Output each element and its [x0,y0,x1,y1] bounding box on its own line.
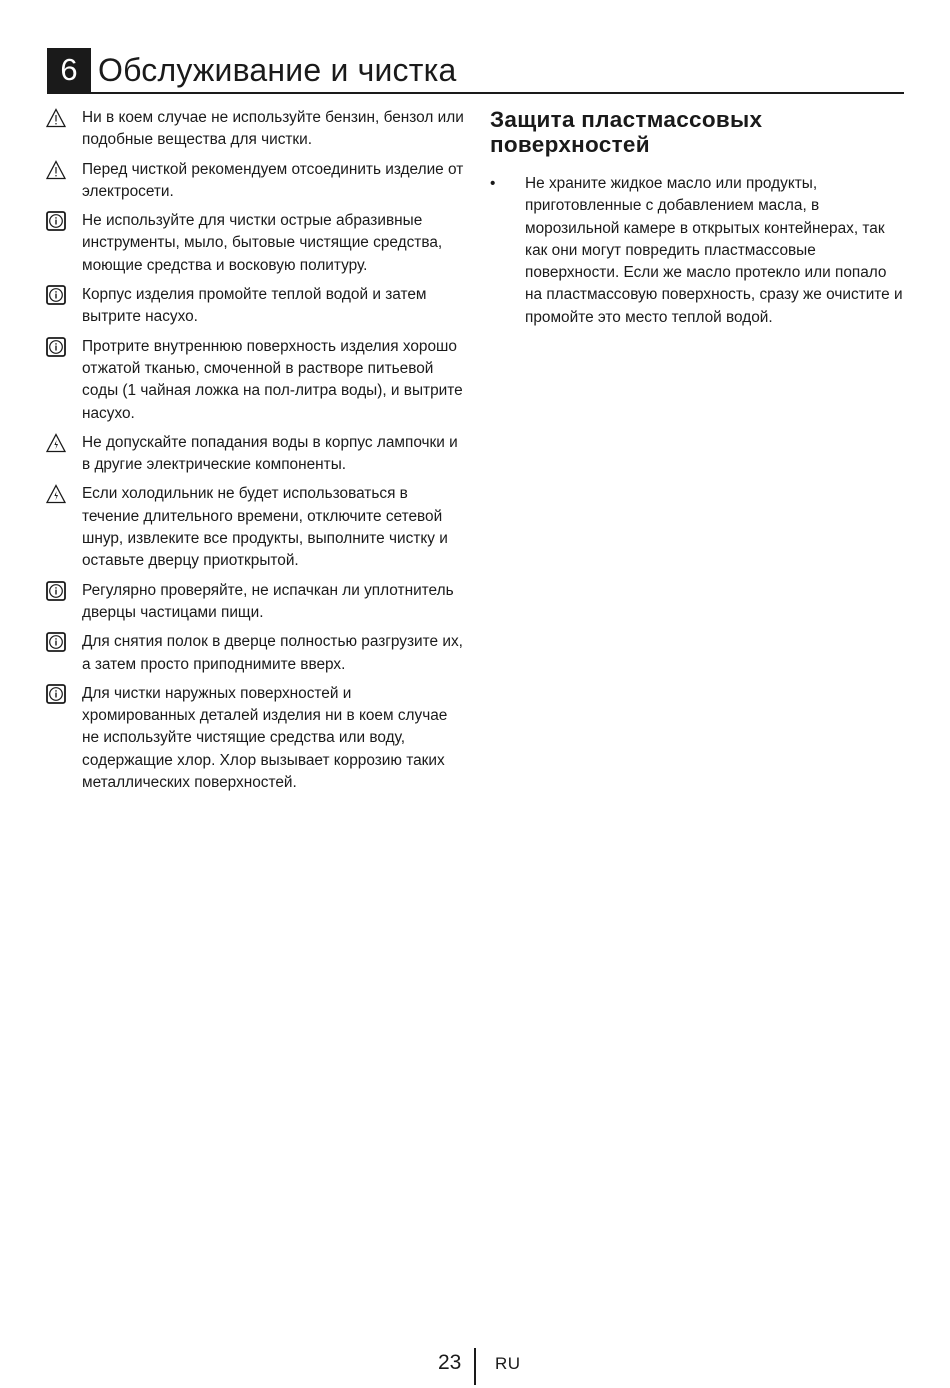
language-label: RU [495,1354,521,1373]
header-rule [47,92,904,94]
instruction-item [46,159,466,204]
instruction-text: Не допускайте попадания воды в корпус лампочки и в другие электрические компоненты. [82,433,458,474]
plastic-protection-section [489,107,904,329]
bullet-list [489,173,904,329]
instruction-item [46,210,466,277]
chapter-title: Обслуживание и чистка [98,52,457,88]
electric-warning-icon [46,484,66,504]
info-icon [46,581,66,601]
instruction-text: Протрите внутреннюю поверхность изделия хорошо отжатой тканью, смоченной в растворе питьевой соды (1 чайная ложка на пол-литра воды), и вытрите насухо. [82,337,463,422]
bullet-item [489,173,904,329]
instruction-item [46,284,466,329]
info-icon [46,285,66,305]
instruction-text: Корпус изделия промойте теплой водой и затем вытрите насухо. [82,286,427,326]
warning-icon [46,160,66,180]
page-footer [0,1348,950,1388]
instruction-text: Перед чисткой рекомендуем отсоединить изделие от электросети. [82,160,464,200]
instruction-item [46,580,466,625]
page-number: 23 [438,1351,462,1374]
instruction-item [46,483,466,572]
info-icon [46,632,66,652]
footer-divider [474,1348,476,1385]
electric-warning-icon [46,433,66,453]
chapter-header [47,48,904,94]
instruction-text: Ни в коем случае не используйте бензин, бензол или подобные вещества для чистки. [82,109,464,149]
instruction-text: Регулярно проверяйте, не испачкан ли уплотнитель дверцы частицами пищи. [82,581,454,621]
instruction-item [46,336,466,425]
info-icon [46,211,66,231]
instruction-text: Для снятия полок в дверце полностью разгрузите их, а затем просто приподнимите вверх. [82,633,463,673]
instruction-item [46,631,466,676]
instruction-item [46,107,466,152]
info-icon [46,684,66,704]
info-icon [46,337,66,357]
warning-icon [46,108,66,128]
chapter-number: 6 [47,48,91,92]
instruction-item [46,432,466,477]
instruction-list [46,107,466,801]
bullet-text: Не храните жидкое масло или продукты, приготовленные с добавлением масла, в морозильной камере в открытых контейнерах, так как они могут повредить пластмассовые поверхности. Если же масло протекло или попало на пластмассовую поверхность, сразу же очистите и промойте это место теплой водой. [525,175,903,326]
instruction-item [46,683,466,794]
section-title: Защита пластмассовых поверхностей [490,107,763,157]
instruction-text: Для чистки наружных поверхностей и хромированных деталей изделия ни в коем случае не используйте чистящие средства или воду, содержащие хлор. Хлор вызывает коррозию таких металлических поверхностей. [82,684,448,792]
bullet-marker: • [490,175,496,192]
instruction-text: Не используйте для чистки острые абразивные инструменты, мыло, бытовые чистящие средства, моющие средства и восковую политуру. [82,212,443,274]
instruction-text: Если холодильник не будет использоваться в течение длительного времени, отключите сетевой шнур, извлеките все продукты, выполните чистку и оставьте дверцу приоткрытой. [82,485,448,570]
